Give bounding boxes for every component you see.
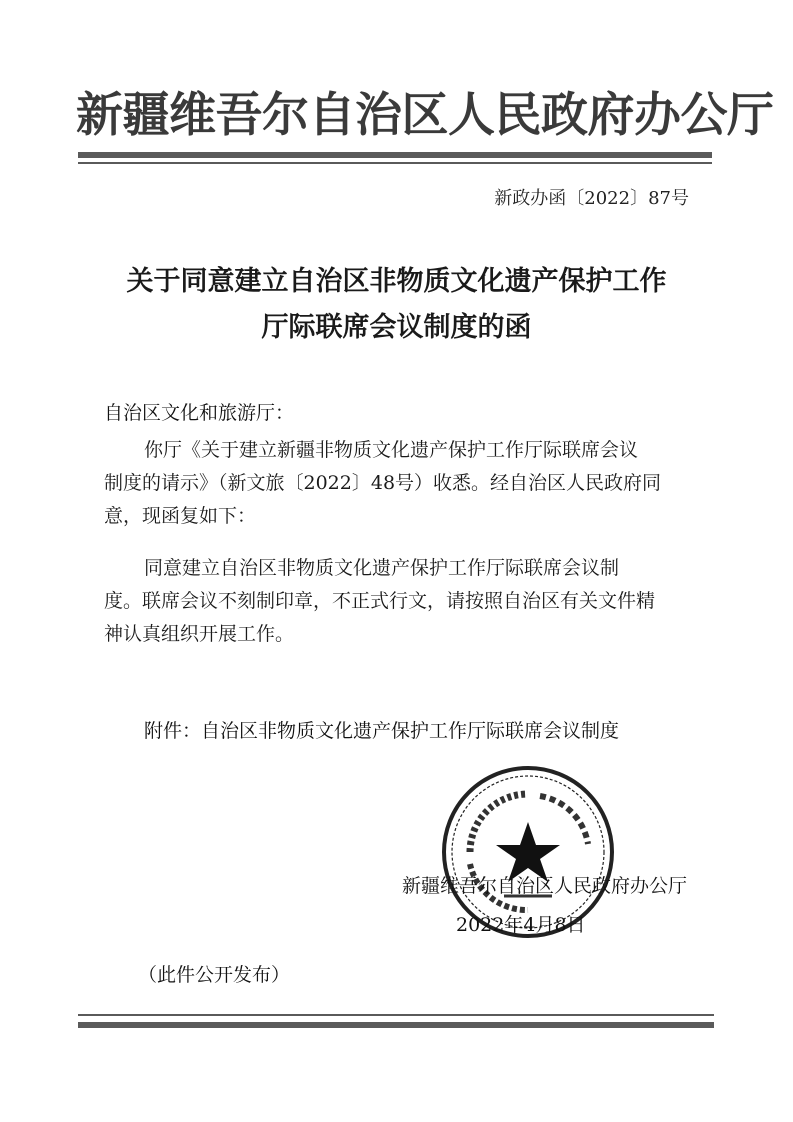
footer-rule-thick bbox=[78, 1022, 714, 1028]
public-release-note: （此件公开发布） bbox=[138, 964, 291, 986]
addressee: 自治区文化和旅游厅： bbox=[104, 402, 295, 424]
signing-date: 2022年4月8日 bbox=[456, 914, 586, 936]
signer-issuer: 新疆维吾尔自治区人民政府办公厅 bbox=[401, 875, 687, 897]
document-title-line-1: 关于同意建立自治区非物质文化遗产保护工作 bbox=[126, 266, 667, 297]
paragraph-2-line-1: 同意建立自治区非物质文化遗产保护工作厅际联席会议制 bbox=[144, 557, 620, 579]
document-number: 新政办函〔2022〕87号 bbox=[494, 188, 689, 209]
paragraph-2-line-2: 度。联席会议不刻制印章，不正式行文，请按照自治区有关文件精 bbox=[104, 590, 656, 612]
attachment-line: 附件：自治区非物质文化遗产保护工作厅际联席会议制度 bbox=[144, 720, 620, 742]
footer-rule-thin bbox=[78, 1014, 714, 1016]
document-title-line-2: 厅际联席会议制度的函 bbox=[261, 312, 532, 343]
paragraph-1-line-2: 制度的请示》（新文旅〔2022〕48号）收悉。经自治区人民政府同 bbox=[104, 472, 662, 494]
issuer-header: 新疆维吾尔自治区人民政府办公厅 bbox=[76, 88, 774, 143]
paragraph-1 bbox=[104, 434, 661, 533]
header-rule-thick bbox=[78, 152, 712, 158]
paragraph-1-line-1: 你厅《关于建立新疆非物质文化遗产保护工作厅际联席会议 bbox=[144, 439, 639, 461]
paragraph-2 bbox=[104, 552, 655, 651]
paragraph-1-line-3: 意，现函复如下： bbox=[104, 505, 257, 527]
paragraph-2-line-3: 神认真组织开展工作。 bbox=[104, 623, 295, 645]
header-rule-thin bbox=[78, 162, 712, 164]
